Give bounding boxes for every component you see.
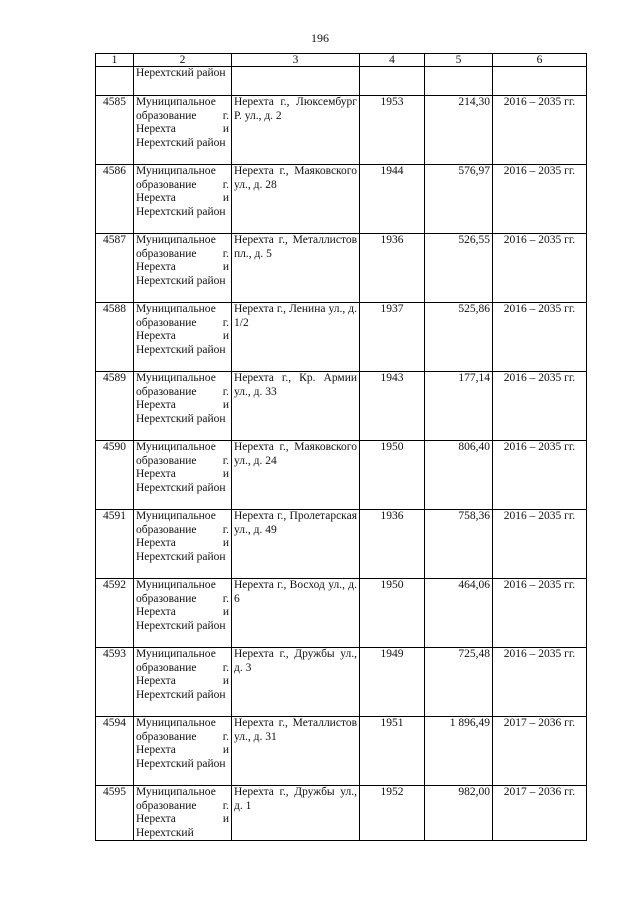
municipality-cell: Муниципальное образование г. Нерехта и Нерехтский район xyxy=(134,234,232,303)
header-cell: 3 xyxy=(232,54,360,67)
period-cell: 2016 – 2035 гг. xyxy=(493,372,587,441)
year-cell: 1952 xyxy=(360,786,425,841)
area-cell: 806,40 xyxy=(425,441,493,510)
table-row xyxy=(96,372,587,441)
period-cell xyxy=(493,67,587,96)
area-cell: 526,55 xyxy=(425,234,493,303)
table-row xyxy=(96,648,587,717)
year-cell: 1950 xyxy=(360,579,425,648)
area-cell: 576,97 xyxy=(425,165,493,234)
period-cell: 2016 – 2035 гг. xyxy=(493,96,587,165)
row-number-cell: 4588 xyxy=(96,303,134,372)
year-cell: 1950 xyxy=(360,441,425,510)
municipality-cell: Муниципальное образование г. Нерехта и Нерехтский район xyxy=(134,441,232,510)
area-cell: 725,48 xyxy=(425,648,493,717)
area-cell: 464,06 xyxy=(425,579,493,648)
area-cell: 982,00 xyxy=(425,786,493,841)
row-number-cell: 4594 xyxy=(96,717,134,786)
municipality-cell: Муниципальное образование г. Нерехта и Нерехтский район xyxy=(134,96,232,165)
housing-table xyxy=(95,53,587,841)
municipality-cell: Муниципальное образование г. Нерехта и Нерехтский район xyxy=(134,648,232,717)
header-cell: 6 xyxy=(493,54,587,67)
header-cell: 1 xyxy=(96,54,134,67)
address-cell: Нерехта г., Металлистов пл., д. 5 xyxy=(232,234,360,303)
table-row xyxy=(96,786,587,841)
row-number-cell: 4586 xyxy=(96,165,134,234)
period-cell: 2017 – 2036 гг. xyxy=(493,786,587,841)
period-cell: 2016 – 2035 гг. xyxy=(493,579,587,648)
period-cell: 2016 – 2035 гг. xyxy=(493,234,587,303)
municipality-cell: Муниципальное образование г. Нерехта и Нерехтский район xyxy=(134,510,232,579)
year-cell: 1951 xyxy=(360,717,425,786)
address-cell: Нерехта г., Пролетарская ул., д. 49 xyxy=(232,510,360,579)
row-number-cell: 4592 xyxy=(96,579,134,648)
address-cell: Нерехта г., Металлистов ул., д. 31 xyxy=(232,717,360,786)
year-cell: 1936 xyxy=(360,510,425,579)
municipality-cell: Муниципальное образование г. Нерехта и Нерехтский xyxy=(134,786,232,841)
period-cell: 2016 – 2035 гг. xyxy=(493,510,587,579)
table-row xyxy=(96,717,587,786)
address-cell: Нерехта г., Ленина ул., д. 1/2 xyxy=(232,303,360,372)
continuation-row xyxy=(96,67,587,96)
row-number-cell: 4593 xyxy=(96,648,134,717)
address-cell: Нерехта г., Кр. Армии ул., д. 33 xyxy=(232,372,360,441)
area-cell: 525,86 xyxy=(425,303,493,372)
municipality-cell: Нерехтский район xyxy=(134,67,232,96)
address-cell: Нерехта г., Люксембург Р. ул., д. 2 xyxy=(232,96,360,165)
municipality-cell: Муниципальное образование г. Нерехта и Нерехтский район xyxy=(134,303,232,372)
area-cell xyxy=(425,67,493,96)
year-cell: 1936 xyxy=(360,234,425,303)
year-cell xyxy=(360,67,425,96)
period-cell: 2016 – 2035 гг. xyxy=(493,303,587,372)
row-number-cell: 4591 xyxy=(96,510,134,579)
year-cell: 1949 xyxy=(360,648,425,717)
table-row xyxy=(96,510,587,579)
row-number-cell: 4585 xyxy=(96,96,134,165)
area-cell: 1 896,49 xyxy=(425,717,493,786)
address-cell: Нерехта г., Дружбы ул., д. 3 xyxy=(232,648,360,717)
period-cell: 2016 – 2035 гг. xyxy=(493,441,587,510)
row-number-cell: 4595 xyxy=(96,786,134,841)
municipality-cell: Муниципальное образование г. Нерехта и Нерехтский район xyxy=(134,579,232,648)
table-row xyxy=(96,234,587,303)
header-cell: 5 xyxy=(425,54,493,67)
row-number-cell: 4589 xyxy=(96,372,134,441)
municipality-cell: Муниципальное образование г. Нерехта и Нерехтский район xyxy=(134,372,232,441)
table-row xyxy=(96,96,587,165)
area-cell: 758,36 xyxy=(425,510,493,579)
table-row xyxy=(96,303,587,372)
header-cell: 4 xyxy=(360,54,425,67)
table-row xyxy=(96,441,587,510)
row-number-cell: 4590 xyxy=(96,441,134,510)
municipality-cell: Муниципальное образование г. Нерехта и Нерехтский район xyxy=(134,165,232,234)
area-cell: 177,14 xyxy=(425,372,493,441)
address-cell: Нерехта г., Маяковского ул., д. 28 xyxy=(232,165,360,234)
year-cell: 1944 xyxy=(360,165,425,234)
address-cell: Нерехта г., Маяковского ул., д. 24 xyxy=(232,441,360,510)
row-number-cell: 4587 xyxy=(96,234,134,303)
address-cell xyxy=(232,67,360,96)
header-row xyxy=(96,54,587,67)
period-cell: 2017 – 2036 гг. xyxy=(493,717,587,786)
year-cell: 1953 xyxy=(360,96,425,165)
period-cell: 2016 – 2035 гг. xyxy=(493,165,587,234)
address-cell: Нерехта г., Восход ул., д. 6 xyxy=(232,579,360,648)
municipality-cell: Муниципальное образование г. Нерехта и Нерехтский район xyxy=(134,717,232,786)
year-cell: 1937 xyxy=(360,303,425,372)
table-row xyxy=(96,165,587,234)
table-body xyxy=(96,96,587,841)
year-cell: 1943 xyxy=(360,372,425,441)
address-cell: Нерехта г., Дружбы ул., д. 1 xyxy=(232,786,360,841)
row-number-cell xyxy=(96,67,134,96)
header-cell: 2 xyxy=(134,54,232,67)
page-number: 196 xyxy=(311,31,329,45)
area-cell: 214,30 xyxy=(425,96,493,165)
table-row xyxy=(96,579,587,648)
period-cell: 2016 – 2035 гг. xyxy=(493,648,587,717)
